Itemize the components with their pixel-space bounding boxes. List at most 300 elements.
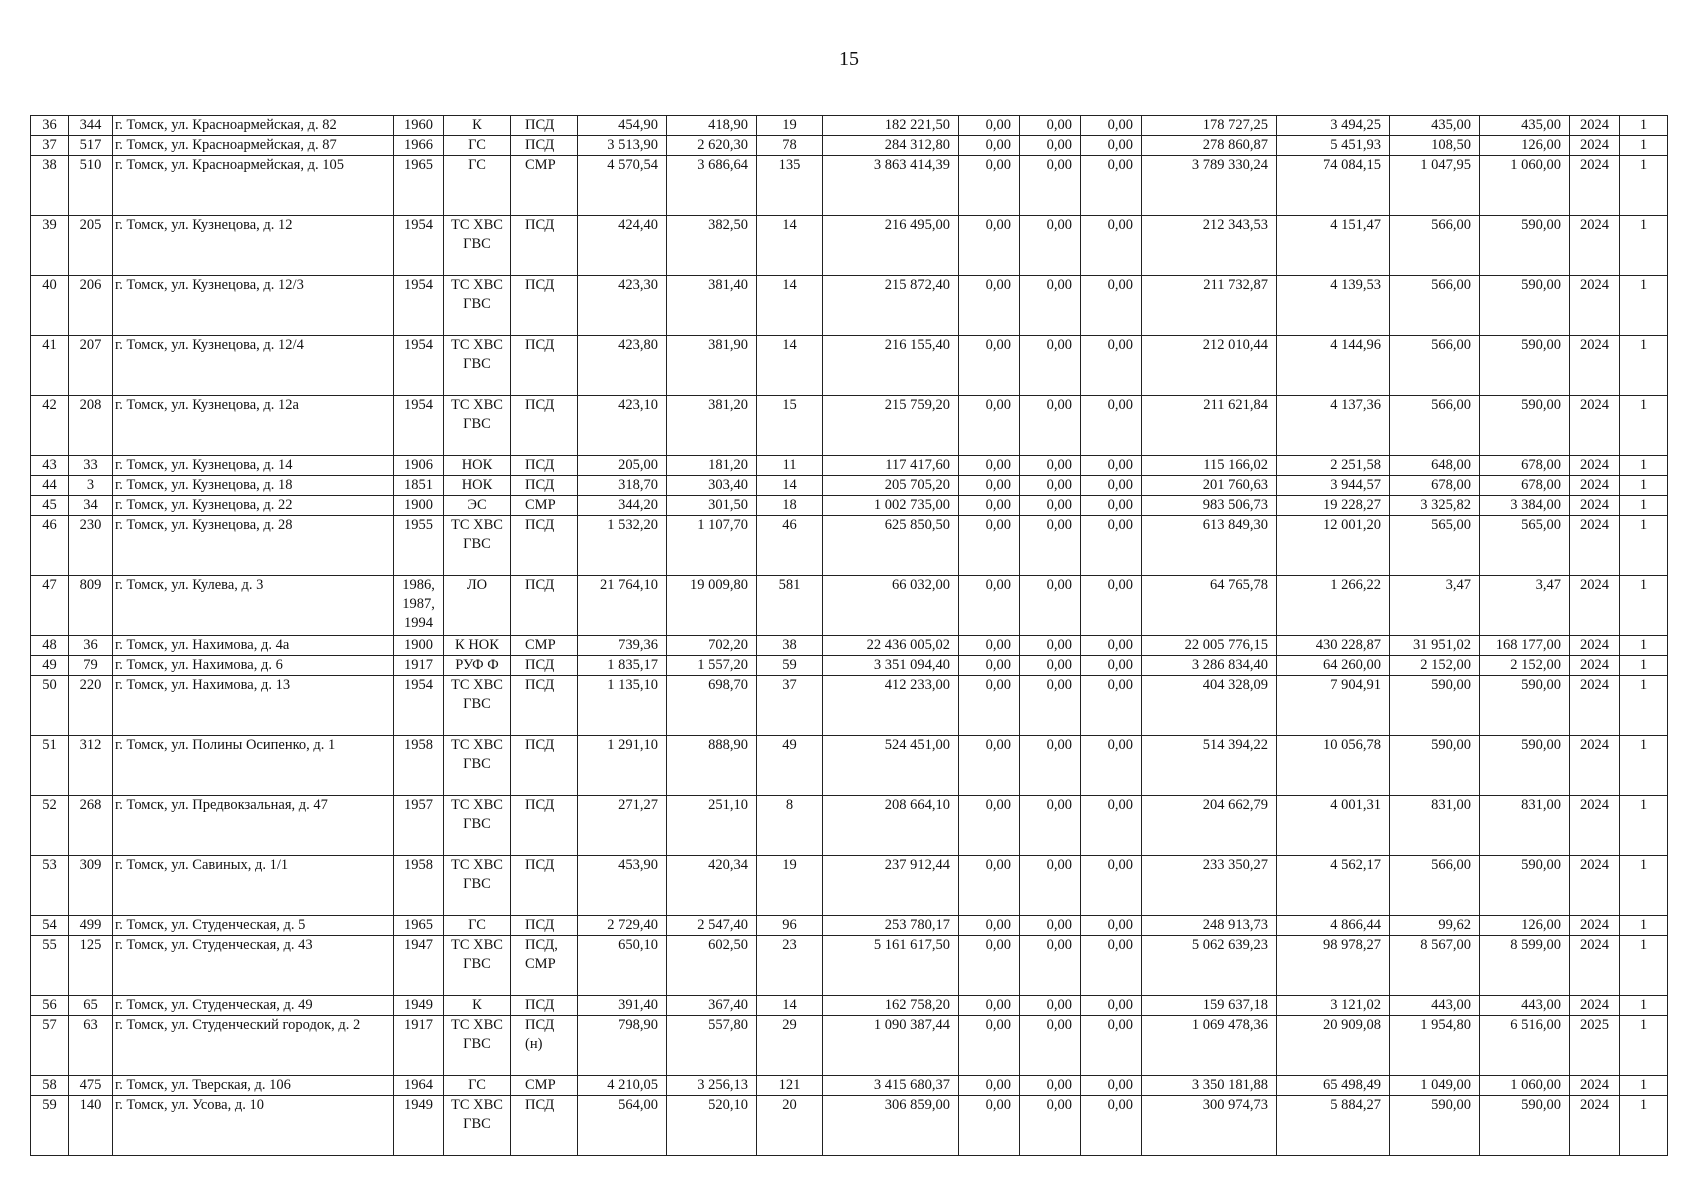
cell-house-id: 206 [69, 276, 113, 336]
cell-owners-funds: 248 913,73 [1142, 916, 1277, 936]
cell-total-area: 1 835,17 [578, 656, 667, 676]
cell-address: г. Томск, ул. Кулева, д. 3 [113, 576, 394, 636]
cell-flag: 1 [1620, 1076, 1668, 1096]
table-row [31, 1096, 1668, 1156]
cell-row-number: 44 [31, 476, 69, 496]
table-row [31, 496, 1668, 516]
cell-federal-funds: 0,00 [959, 656, 1020, 676]
cell-flag: 1 [1620, 516, 1668, 576]
cell-flag: 1 [1620, 636, 1668, 656]
cell-other-funds: 4 139,53 [1277, 276, 1390, 336]
page-number: 15 [839, 48, 859, 70]
cell-work-stage: ПСД [511, 996, 578, 1016]
cell-total-area: 271,27 [578, 796, 667, 856]
cell-row-number: 48 [31, 636, 69, 656]
cell-unit-cost-max: 3,47 [1480, 576, 1570, 636]
cell-total-area: 423,30 [578, 276, 667, 336]
cell-total-area: 564,00 [578, 1096, 667, 1156]
cell-total-cost: 237 912,44 [823, 856, 959, 916]
cell-residents-count: 59 [757, 656, 823, 676]
cell-address: г. Томск, ул. Студенческая, д. 43 [113, 936, 394, 996]
cell-federal-funds: 0,00 [959, 116, 1020, 136]
cell-living-area: 420,34 [667, 856, 757, 916]
cell-residents-count: 14 [757, 336, 823, 396]
cell-row-number: 58 [31, 1076, 69, 1096]
cell-municipal-funds: 0,00 [1081, 1096, 1142, 1156]
cell-build-year: 1955 [394, 516, 444, 576]
table-row [31, 936, 1668, 996]
cell-regional-funds: 0,00 [1020, 656, 1081, 676]
cell-other-funds: 65 498,49 [1277, 1076, 1390, 1096]
cell-owners-funds: 115 166,02 [1142, 456, 1277, 476]
cell-residents-count: 8 [757, 796, 823, 856]
cell-living-area: 382,50 [667, 216, 757, 276]
cell-build-year: 1851 [394, 476, 444, 496]
cell-unit-cost: 1 954,80 [1390, 1016, 1480, 1076]
cell-other-funds: 4 144,96 [1277, 336, 1390, 396]
cell-other-funds: 2 251,58 [1277, 456, 1390, 476]
cell-unit-cost-max: 590,00 [1480, 736, 1570, 796]
cell-other-funds: 19 228,27 [1277, 496, 1390, 516]
cell-unit-cost: 1 047,95 [1390, 156, 1480, 216]
cell-unit-cost-max: 168 177,00 [1480, 636, 1570, 656]
cell-unit-cost: 590,00 [1390, 736, 1480, 796]
cell-regional-funds: 0,00 [1020, 1076, 1081, 1096]
cell-living-area: 301,50 [667, 496, 757, 516]
cell-work-type: ГС [444, 136, 511, 156]
cell-build-year: 1947 [394, 936, 444, 996]
cell-total-area: 1 135,10 [578, 676, 667, 736]
cell-work-stage: СМР [511, 496, 578, 516]
cell-flag: 1 [1620, 336, 1668, 396]
cell-municipal-funds: 0,00 [1081, 116, 1142, 136]
cell-owners-funds: 3 350 181,88 [1142, 1076, 1277, 1096]
cell-municipal-funds: 0,00 [1081, 276, 1142, 336]
cell-build-year: 1949 [394, 1096, 444, 1156]
cell-federal-funds: 0,00 [959, 736, 1020, 796]
cell-owners-funds: 159 637,18 [1142, 996, 1277, 1016]
cell-regional-funds: 0,00 [1020, 856, 1081, 916]
cell-work-type: ЭС [444, 496, 511, 516]
cell-flag: 1 [1620, 856, 1668, 916]
cell-plan-year: 2024 [1570, 216, 1620, 276]
table-row [31, 636, 1668, 656]
cell-owners-funds: 300 974,73 [1142, 1096, 1277, 1156]
cell-address: г. Томск, ул. Студенческая, д. 49 [113, 996, 394, 1016]
cell-other-funds: 3 494,25 [1277, 116, 1390, 136]
cell-federal-funds: 0,00 [959, 1016, 1020, 1076]
cell-house-id: 510 [69, 156, 113, 216]
cell-federal-funds: 0,00 [959, 396, 1020, 456]
cell-federal-funds: 0,00 [959, 516, 1020, 576]
cell-total-cost: 3 415 680,37 [823, 1076, 959, 1096]
cell-row-number: 54 [31, 916, 69, 936]
cell-row-number: 37 [31, 136, 69, 156]
cell-row-number: 42 [31, 396, 69, 456]
cell-regional-funds: 0,00 [1020, 576, 1081, 636]
cell-address: г. Томск, ул. Студенческая, д. 5 [113, 916, 394, 936]
cell-unit-cost-max: 590,00 [1480, 856, 1570, 916]
cell-unit-cost: 566,00 [1390, 216, 1480, 276]
cell-flag: 1 [1620, 216, 1668, 276]
cell-regional-funds: 0,00 [1020, 516, 1081, 576]
cell-living-area: 367,40 [667, 996, 757, 1016]
cell-work-stage: ПСД [511, 476, 578, 496]
cell-work-stage: ПСД [511, 856, 578, 916]
cell-house-id: 3 [69, 476, 113, 496]
cell-federal-funds: 0,00 [959, 576, 1020, 636]
cell-municipal-funds: 0,00 [1081, 736, 1142, 796]
cell-address: г. Томск, ул. Нахимова, д. 6 [113, 656, 394, 676]
cell-house-id: 220 [69, 676, 113, 736]
cell-total-area: 650,10 [578, 936, 667, 996]
cell-plan-year: 2024 [1570, 1096, 1620, 1156]
cell-living-area: 381,90 [667, 336, 757, 396]
cell-build-year: 1986, 1987, 1994 [394, 576, 444, 636]
cell-total-cost: 216 495,00 [823, 216, 959, 276]
cell-federal-funds: 0,00 [959, 676, 1020, 736]
cell-build-year: 1906 [394, 456, 444, 476]
cell-total-cost: 524 451,00 [823, 736, 959, 796]
cell-regional-funds: 0,00 [1020, 936, 1081, 996]
cell-address: г. Томск, ул. Нахимова, д. 13 [113, 676, 394, 736]
cell-work-type: ТС ХВС ГВС [444, 516, 511, 576]
cell-municipal-funds: 0,00 [1081, 456, 1142, 476]
cell-unit-cost: 8 567,00 [1390, 936, 1480, 996]
cell-total-area: 798,90 [578, 1016, 667, 1076]
cell-work-type: ТС ХВС ГВС [444, 1096, 511, 1156]
cell-unit-cost: 2 152,00 [1390, 656, 1480, 676]
cell-unit-cost: 565,00 [1390, 516, 1480, 576]
cell-federal-funds: 0,00 [959, 856, 1020, 916]
table-row [31, 736, 1668, 796]
cell-other-funds: 74 084,15 [1277, 156, 1390, 216]
cell-municipal-funds: 0,00 [1081, 996, 1142, 1016]
cell-row-number: 55 [31, 936, 69, 996]
cell-municipal-funds: 0,00 [1081, 476, 1142, 496]
cell-federal-funds: 0,00 [959, 456, 1020, 476]
cell-row-number: 52 [31, 796, 69, 856]
cell-unit-cost: 566,00 [1390, 336, 1480, 396]
cell-plan-year: 2024 [1570, 516, 1620, 576]
cell-residents-count: 581 [757, 576, 823, 636]
cell-owners-funds: 212 010,44 [1142, 336, 1277, 396]
cell-residents-count: 135 [757, 156, 823, 216]
cell-house-id: 33 [69, 456, 113, 476]
cell-flag: 1 [1620, 1016, 1668, 1076]
cell-total-area: 4 570,54 [578, 156, 667, 216]
cell-work-stage: ПСД, СМР [511, 936, 578, 996]
cell-flag: 1 [1620, 136, 1668, 156]
cell-build-year: 1966 [394, 136, 444, 156]
cell-total-cost: 208 664,10 [823, 796, 959, 856]
cell-flag: 1 [1620, 916, 1668, 936]
table-row [31, 116, 1668, 136]
cell-unit-cost-max: 435,00 [1480, 116, 1570, 136]
cell-plan-year: 2024 [1570, 936, 1620, 996]
table-row [31, 396, 1668, 456]
cell-residents-count: 38 [757, 636, 823, 656]
cell-unit-cost: 678,00 [1390, 476, 1480, 496]
cell-regional-funds: 0,00 [1020, 156, 1081, 216]
cell-row-number: 57 [31, 1016, 69, 1076]
cell-address: г. Томск, ул. Красноармейская, д. 82 [113, 116, 394, 136]
cell-plan-year: 2024 [1570, 1076, 1620, 1096]
cell-owners-funds: 22 005 776,15 [1142, 636, 1277, 656]
cell-other-funds: 1 266,22 [1277, 576, 1390, 636]
cell-work-type: ТС ХВС ГВС [444, 216, 511, 276]
cell-municipal-funds: 0,00 [1081, 336, 1142, 396]
cell-municipal-funds: 0,00 [1081, 676, 1142, 736]
cell-unit-cost: 831,00 [1390, 796, 1480, 856]
cell-row-number: 47 [31, 576, 69, 636]
cell-total-area: 423,80 [578, 336, 667, 396]
cell-living-area: 888,90 [667, 736, 757, 796]
table-row [31, 216, 1668, 276]
cell-total-cost: 1 090 387,44 [823, 1016, 959, 1076]
cell-work-type: ГС [444, 156, 511, 216]
cell-row-number: 59 [31, 1096, 69, 1156]
cell-other-funds: 7 904,91 [1277, 676, 1390, 736]
cell-living-area: 3 686,64 [667, 156, 757, 216]
cell-house-id: 344 [69, 116, 113, 136]
table-row [31, 856, 1668, 916]
cell-unit-cost-max: 678,00 [1480, 476, 1570, 496]
cell-house-id: 205 [69, 216, 113, 276]
cell-unit-cost: 31 951,02 [1390, 636, 1480, 656]
cell-municipal-funds: 0,00 [1081, 916, 1142, 936]
cell-regional-funds: 0,00 [1020, 276, 1081, 336]
cell-flag: 1 [1620, 796, 1668, 856]
cell-unit-cost: 99,62 [1390, 916, 1480, 936]
cell-federal-funds: 0,00 [959, 796, 1020, 856]
table-row [31, 136, 1668, 156]
cell-plan-year: 2024 [1570, 156, 1620, 216]
cell-build-year: 1954 [394, 336, 444, 396]
cell-residents-count: 46 [757, 516, 823, 576]
cell-other-funds: 4 151,47 [1277, 216, 1390, 276]
cell-other-funds: 4 866,44 [1277, 916, 1390, 936]
cell-federal-funds: 0,00 [959, 156, 1020, 216]
cell-build-year: 1917 [394, 656, 444, 676]
cell-living-area: 181,20 [667, 456, 757, 476]
cell-flag: 1 [1620, 996, 1668, 1016]
cell-living-area: 418,90 [667, 116, 757, 136]
cell-residents-count: 18 [757, 496, 823, 516]
cell-living-area: 557,80 [667, 1016, 757, 1076]
cell-address: г. Томск, ул. Савиных, д. 1/1 [113, 856, 394, 916]
cell-living-area: 520,10 [667, 1096, 757, 1156]
cell-work-stage: ПСД [511, 916, 578, 936]
cell-row-number: 53 [31, 856, 69, 916]
cell-owners-funds: 404 328,09 [1142, 676, 1277, 736]
cell-total-cost: 66 032,00 [823, 576, 959, 636]
cell-work-type: ТС ХВС ГВС [444, 676, 511, 736]
cell-living-area: 2 547,40 [667, 916, 757, 936]
cell-build-year: 1964 [394, 1076, 444, 1096]
cell-work-stage: ПСД [511, 336, 578, 396]
cell-plan-year: 2024 [1570, 276, 1620, 336]
table-row [31, 156, 1668, 216]
cell-work-type: К [444, 996, 511, 1016]
cell-plan-year: 2024 [1570, 736, 1620, 796]
cell-federal-funds: 0,00 [959, 216, 1020, 276]
cell-other-funds: 3 944,57 [1277, 476, 1390, 496]
cell-residents-count: 37 [757, 676, 823, 736]
cell-flag: 1 [1620, 156, 1668, 216]
cell-residents-count: 14 [757, 996, 823, 1016]
cell-living-area: 702,20 [667, 636, 757, 656]
cell-municipal-funds: 0,00 [1081, 1016, 1142, 1076]
repair-program-table [30, 115, 1668, 1156]
cell-total-cost: 625 850,50 [823, 516, 959, 576]
cell-living-area: 698,70 [667, 676, 757, 736]
cell-work-stage: ПСД [511, 116, 578, 136]
cell-house-id: 63 [69, 1016, 113, 1076]
cell-house-id: 36 [69, 636, 113, 656]
cell-work-stage: ПСД [511, 676, 578, 736]
cell-municipal-funds: 0,00 [1081, 856, 1142, 916]
cell-address: г. Томск, ул. Кузнецова, д. 12/3 [113, 276, 394, 336]
table-row [31, 916, 1668, 936]
cell-house-id: 207 [69, 336, 113, 396]
cell-build-year: 1954 [394, 276, 444, 336]
cell-total-cost: 284 312,80 [823, 136, 959, 156]
cell-work-type: НОК [444, 456, 511, 476]
cell-other-funds: 4 001,31 [1277, 796, 1390, 856]
cell-residents-count: 14 [757, 216, 823, 276]
cell-build-year: 1900 [394, 496, 444, 516]
cell-total-cost: 117 417,60 [823, 456, 959, 476]
cell-build-year: 1954 [394, 676, 444, 736]
cell-total-area: 454,90 [578, 116, 667, 136]
cell-total-cost: 182 221,50 [823, 116, 959, 136]
cell-municipal-funds: 0,00 [1081, 576, 1142, 636]
cell-work-type: НОК [444, 476, 511, 496]
cell-house-id: 140 [69, 1096, 113, 1156]
cell-house-id: 208 [69, 396, 113, 456]
cell-total-area: 4 210,05 [578, 1076, 667, 1096]
cell-other-funds: 4 137,36 [1277, 396, 1390, 456]
cell-row-number: 38 [31, 156, 69, 216]
table-row [31, 576, 1668, 636]
cell-federal-funds: 0,00 [959, 136, 1020, 156]
cell-house-id: 499 [69, 916, 113, 936]
cell-unit-cost: 648,00 [1390, 456, 1480, 476]
cell-build-year: 1954 [394, 216, 444, 276]
cell-total-cost: 253 780,17 [823, 916, 959, 936]
cell-row-number: 56 [31, 996, 69, 1016]
cell-owners-funds: 1 069 478,36 [1142, 1016, 1277, 1076]
cell-work-type: ЛО [444, 576, 511, 636]
cell-flag: 1 [1620, 676, 1668, 736]
cell-owners-funds: 233 350,27 [1142, 856, 1277, 916]
cell-unit-cost-max: 590,00 [1480, 1096, 1570, 1156]
cell-total-area: 453,90 [578, 856, 667, 916]
cell-row-number: 51 [31, 736, 69, 796]
cell-total-area: 391,40 [578, 996, 667, 1016]
cell-work-stage: ПСД [511, 1096, 578, 1156]
cell-living-area: 2 620,30 [667, 136, 757, 156]
cell-work-type: К НОК [444, 636, 511, 656]
cell-unit-cost: 1 049,00 [1390, 1076, 1480, 1096]
cell-plan-year: 2024 [1570, 656, 1620, 676]
cell-address: г. Томск, ул. Кузнецова, д. 12 [113, 216, 394, 276]
cell-other-funds: 12 001,20 [1277, 516, 1390, 576]
cell-residents-count: 15 [757, 396, 823, 456]
cell-regional-funds: 0,00 [1020, 796, 1081, 856]
table-row [31, 796, 1668, 856]
cell-address: г. Томск, ул. Полины Осипенко, д. 1 [113, 736, 394, 796]
cell-unit-cost-max: 590,00 [1480, 336, 1570, 396]
cell-work-stage: ПСД (н) [511, 1016, 578, 1076]
cell-address: г. Томск, ул. Усова, д. 10 [113, 1096, 394, 1156]
cell-plan-year: 2024 [1570, 676, 1620, 736]
cell-address: г. Томск, ул. Кузнецова, д. 28 [113, 516, 394, 576]
cell-owners-funds: 64 765,78 [1142, 576, 1277, 636]
cell-federal-funds: 0,00 [959, 496, 1020, 516]
cell-work-stage: ПСД [511, 396, 578, 456]
table-row [31, 996, 1668, 1016]
cell-other-funds: 20 909,08 [1277, 1016, 1390, 1076]
cell-federal-funds: 0,00 [959, 276, 1020, 336]
cell-municipal-funds: 0,00 [1081, 936, 1142, 996]
cell-total-area: 2 729,40 [578, 916, 667, 936]
cell-unit-cost-max: 590,00 [1480, 676, 1570, 736]
cell-federal-funds: 0,00 [959, 1076, 1020, 1096]
cell-house-id: 268 [69, 796, 113, 856]
cell-row-number: 49 [31, 656, 69, 676]
cell-regional-funds: 0,00 [1020, 216, 1081, 276]
cell-regional-funds: 0,00 [1020, 496, 1081, 516]
cell-unit-cost-max: 126,00 [1480, 136, 1570, 156]
cell-federal-funds: 0,00 [959, 996, 1020, 1016]
cell-unit-cost-max: 126,00 [1480, 916, 1570, 936]
cell-residents-count: 19 [757, 856, 823, 916]
cell-total-cost: 22 436 005,02 [823, 636, 959, 656]
cell-flag: 1 [1620, 576, 1668, 636]
cell-address: г. Томск, ул. Студенческий городок, д. 2 [113, 1016, 394, 1076]
cell-total-area: 3 513,90 [578, 136, 667, 156]
cell-total-cost: 3 863 414,39 [823, 156, 959, 216]
cell-work-type: ТС ХВС ГВС [444, 396, 511, 456]
cell-regional-funds: 0,00 [1020, 476, 1081, 496]
cell-regional-funds: 0,00 [1020, 396, 1081, 456]
cell-municipal-funds: 0,00 [1081, 1076, 1142, 1096]
cell-regional-funds: 0,00 [1020, 1096, 1081, 1156]
cell-house-id: 65 [69, 996, 113, 1016]
cell-build-year: 1965 [394, 156, 444, 216]
cell-flag: 1 [1620, 396, 1668, 456]
cell-total-area: 318,70 [578, 476, 667, 496]
cell-work-type: ТС ХВС ГВС [444, 336, 511, 396]
cell-other-funds: 10 056,78 [1277, 736, 1390, 796]
cell-other-funds: 98 978,27 [1277, 936, 1390, 996]
cell-unit-cost: 566,00 [1390, 856, 1480, 916]
cell-house-id: 517 [69, 136, 113, 156]
cell-work-stage: ПСД [511, 736, 578, 796]
cell-federal-funds: 0,00 [959, 476, 1020, 496]
cell-flag: 1 [1620, 116, 1668, 136]
cell-owners-funds: 212 343,53 [1142, 216, 1277, 276]
cell-unit-cost: 566,00 [1390, 396, 1480, 456]
cell-flag: 1 [1620, 1096, 1668, 1156]
cell-total-cost: 306 859,00 [823, 1096, 959, 1156]
cell-work-type: РУФ Ф [444, 656, 511, 676]
cell-unit-cost: 435,00 [1390, 116, 1480, 136]
cell-unit-cost-max: 590,00 [1480, 216, 1570, 276]
cell-work-stage: ПСД [511, 656, 578, 676]
